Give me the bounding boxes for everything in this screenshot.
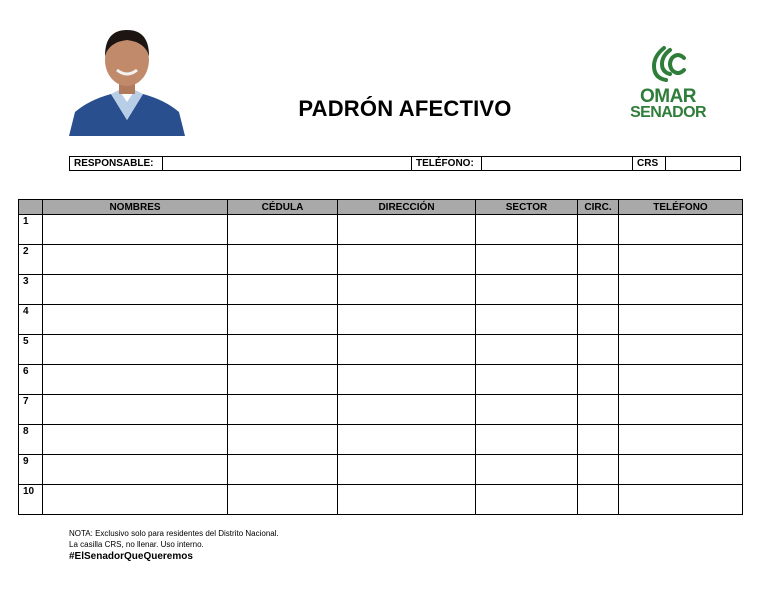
- cell-telefono[interactable]: [619, 335, 743, 365]
- table-row: [19, 425, 743, 455]
- cell-direccion[interactable]: [338, 215, 476, 245]
- row-number: 10: [19, 485, 43, 515]
- row-number: 1: [19, 215, 43, 245]
- cell-direccion[interactable]: [338, 395, 476, 425]
- cell-sector[interactable]: [476, 365, 578, 395]
- column-header-cedula: CÉDULA: [228, 200, 338, 215]
- cell-telefono[interactable]: [619, 245, 743, 275]
- table-row: [19, 215, 743, 245]
- cell-telefono[interactable]: [619, 455, 743, 485]
- logo-text-senador: SENADOR: [630, 104, 706, 121]
- table-header-row: [19, 200, 743, 215]
- cell-sector[interactable]: [476, 335, 578, 365]
- row-number: 6: [19, 365, 43, 395]
- cell-sector[interactable]: [476, 305, 578, 335]
- table-row: [19, 455, 743, 485]
- cell-circ[interactable]: [578, 455, 619, 485]
- cell-direccion[interactable]: [338, 335, 476, 365]
- cell-direccion[interactable]: [338, 485, 476, 515]
- cell-nombres[interactable]: [43, 485, 228, 515]
- cell-direccion[interactable]: [338, 305, 476, 335]
- cell-direccion[interactable]: [338, 425, 476, 455]
- cell-telefono[interactable]: [619, 395, 743, 425]
- brand-logo: [618, 44, 718, 130]
- cell-cedula[interactable]: [228, 425, 338, 455]
- responsable-label: RESPONSABLE:: [70, 157, 163, 170]
- cell-telefono[interactable]: [619, 305, 743, 335]
- table-row: [19, 485, 743, 515]
- table-row: [19, 305, 743, 335]
- cell-direccion[interactable]: [338, 275, 476, 305]
- cell-circ[interactable]: [578, 485, 619, 515]
- cell-nombres[interactable]: [43, 335, 228, 365]
- cell-circ[interactable]: [578, 275, 619, 305]
- responsable-field[interactable]: [163, 157, 412, 170]
- cell-sector[interactable]: [476, 215, 578, 245]
- page-title: PADRÓN AFECTIVO: [298, 96, 512, 121]
- table-row: [19, 365, 743, 395]
- cell-circ[interactable]: [578, 365, 619, 395]
- cell-telefono[interactable]: [619, 365, 743, 395]
- table-row: [19, 395, 743, 425]
- cell-sector[interactable]: [476, 245, 578, 275]
- row-number: 7: [19, 395, 43, 425]
- cell-cedula[interactable]: [228, 365, 338, 395]
- telefono-label: TELÉFONO:: [412, 157, 482, 170]
- cell-telefono[interactable]: [619, 485, 743, 515]
- cell-cedula[interactable]: [228, 305, 338, 335]
- row-number: 9: [19, 455, 43, 485]
- cell-circ[interactable]: [578, 335, 619, 365]
- cell-nombres[interactable]: [43, 395, 228, 425]
- footer-note-line2: La casilla CRS, no llenar. Uso interno.: [69, 540, 204, 549]
- cell-telefono[interactable]: [619, 215, 743, 245]
- cell-sector[interactable]: [476, 395, 578, 425]
- cell-nombres[interactable]: [43, 365, 228, 395]
- cell-nombres[interactable]: [43, 455, 228, 485]
- cell-circ[interactable]: [578, 395, 619, 425]
- row-number: 2: [19, 245, 43, 275]
- cell-cedula[interactable]: [228, 215, 338, 245]
- cell-sector[interactable]: [476, 275, 578, 305]
- cell-cedula[interactable]: [228, 245, 338, 275]
- cell-circ[interactable]: [578, 305, 619, 335]
- cell-sector[interactable]: [476, 455, 578, 485]
- table-row: [19, 275, 743, 305]
- cell-sector[interactable]: [476, 425, 578, 455]
- cell-cedula[interactable]: [228, 275, 338, 305]
- cell-cedula[interactable]: [228, 485, 338, 515]
- cell-cedula[interactable]: [228, 395, 338, 425]
- responsable-bar: [69, 156, 741, 171]
- row-number: 5: [19, 335, 43, 365]
- candidate-photo: [69, 20, 185, 136]
- row-number: 3: [19, 275, 43, 305]
- column-header-num: [19, 200, 43, 215]
- padron-table: [18, 199, 743, 515]
- column-header-telefono: TELÉFONO: [619, 200, 743, 215]
- telefono-field[interactable]: [482, 157, 633, 170]
- footer-note: [69, 528, 279, 562]
- cell-direccion[interactable]: [338, 455, 476, 485]
- crs-label: CRS: [633, 157, 666, 170]
- column-header-circ: CIRC.: [578, 200, 619, 215]
- cell-telefono[interactable]: [619, 275, 743, 305]
- cell-nombres[interactable]: [43, 305, 228, 335]
- cell-sector[interactable]: [476, 485, 578, 515]
- table-row: [19, 245, 743, 275]
- row-number: 8: [19, 425, 43, 455]
- cell-circ[interactable]: [578, 245, 619, 275]
- cell-cedula[interactable]: [228, 455, 338, 485]
- cell-nombres[interactable]: [43, 215, 228, 245]
- column-header-nombres: NOMBRES: [43, 200, 228, 215]
- cell-direccion[interactable]: [338, 245, 476, 275]
- cell-circ[interactable]: [578, 425, 619, 455]
- cell-nombres[interactable]: [43, 275, 228, 305]
- cell-telefono[interactable]: [619, 425, 743, 455]
- cell-nombres[interactable]: [43, 425, 228, 455]
- logo-text-omar: OMAR: [639, 86, 697, 107]
- table-row: [19, 335, 743, 365]
- cell-cedula[interactable]: [228, 335, 338, 365]
- column-header-direccion: DIRECCIÓN: [338, 200, 476, 215]
- cell-circ[interactable]: [578, 215, 619, 245]
- ear-c-icon: [644, 44, 692, 84]
- row-number: 4: [19, 305, 43, 335]
- footer-note-line1: NOTA: Exclusivo solo para residentes del Distrito Nacional.: [69, 529, 279, 538]
- crs-field[interactable]: [666, 157, 740, 170]
- hashtag: #ElSenadorQueQueremos: [69, 551, 193, 562]
- column-header-sector: SECTOR: [476, 200, 578, 215]
- cell-direccion[interactable]: [338, 365, 476, 395]
- cell-nombres[interactable]: [43, 245, 228, 275]
